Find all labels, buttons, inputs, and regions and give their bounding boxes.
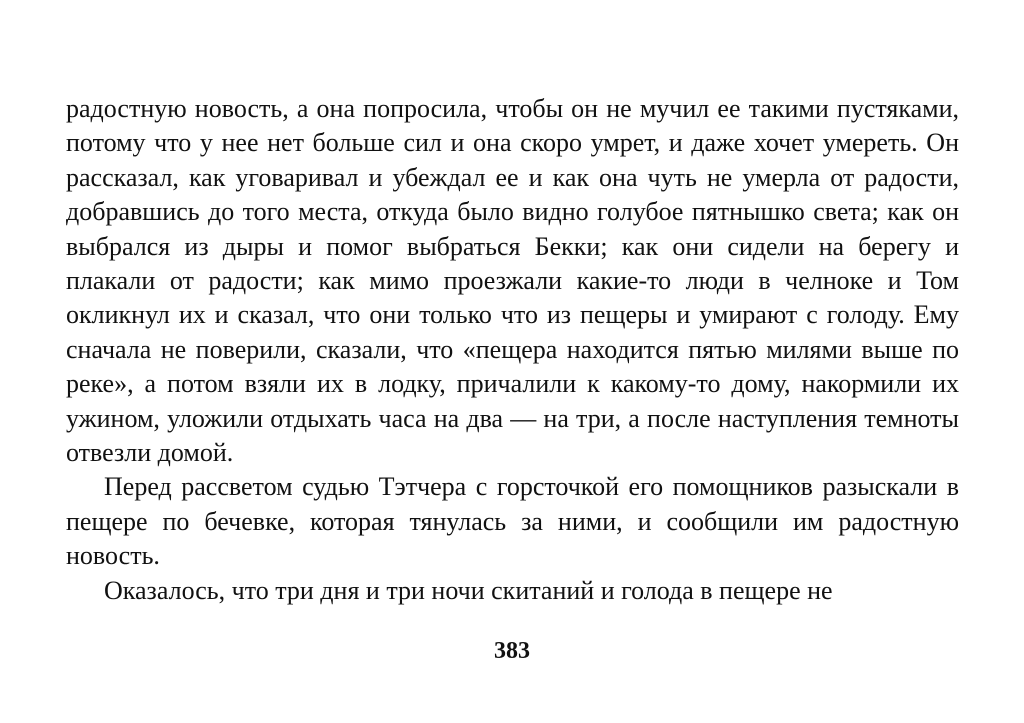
paragraph-continuation: радостную новость, а она попросила, чтобы он не мучил ее такими пустяками, потому что у нее нет больше сил и она скоро умрет, и даже хочет умереть. Он рассказал, как уговаривал и убеждал ее и как она чуть не умерла от радости, добравшись до того места, откуда было видно голубое пятнышко света; как он выбрался из дыры и помог выбраться Бекки; как они сидели на берегу и плакали от радости; как мимо проезжали какие-то люди в челноке и Том окликнул их и сказал, что они только что из пещеры и умирают с голоду. Ему сначала не поверили, сказали, что «пещера находится пятью милями выше по реке», а потом взяли их в лодку, причалили к какому-то дому, накормили их ужином, уложили отдыхать часа на два — на три, а после наступления темноты отвезли домой. [66,94,959,468]
page-body [66,92,959,608]
page-number: 383 [494,638,530,664]
paragraph-rescue: Перед рассветом судью Тэтчера с горсточкой его помощников разыскали в пещере по бечевке, которая тянулась за ними, и сообщили им радостную новость. [66,472,959,571]
paragraph-last: Оказалось, что три дня и три ночи скитаний и голода в пещере не [104,575,833,605]
